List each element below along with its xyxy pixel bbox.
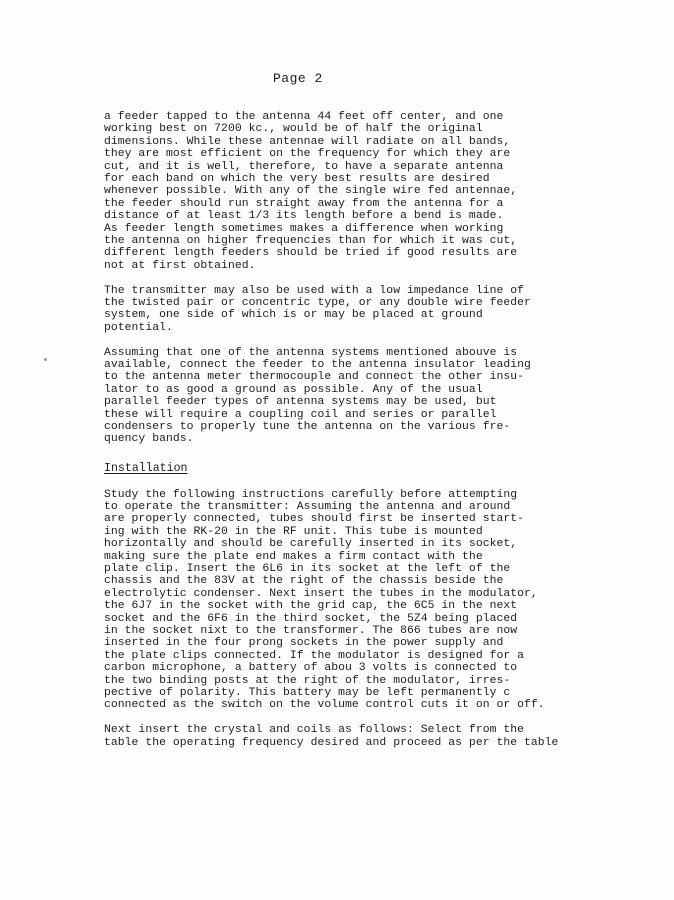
text-line: socket and the 6F6 in the third socket, the 5Z4 being placed xyxy=(104,612,518,625)
text-line: the twisted pair or concentric type, or any double wire feeder xyxy=(104,296,531,309)
text-line: they are most efficient on the frequency for which they are xyxy=(104,148,511,161)
text-line: Study the following instructions carefully before attempting xyxy=(104,488,518,501)
text-line: horizontally and should be carefully inserted in its socket, xyxy=(104,538,518,551)
text-line: chassis and the 83V at the right of the chassis beside the xyxy=(104,575,504,588)
text-line: working best on 7200 kc., would be of half the original xyxy=(104,123,483,136)
text-line: pective of polarity. This battery may be left permanently c xyxy=(104,686,511,699)
text-line: cut, and it is well, therefore, to have a separate antenna xyxy=(104,160,504,173)
body-text xyxy=(104,111,644,761)
paragraph-antenna-feeders xyxy=(104,111,644,272)
text-line: the two binding posts at the right of the modulator, irres- xyxy=(104,674,511,687)
paragraph-tube-installation xyxy=(104,489,644,712)
text-line: in the socket nixt to the transformer. The 866 tubes are now xyxy=(104,624,518,637)
text-line: parallel feeder types of antenna systems may be used, but xyxy=(104,396,497,409)
text-line: the feeder should run straight away from the antenna for a xyxy=(104,197,504,210)
text-line: table the operating frequency desired and proceed as per the table xyxy=(104,736,559,749)
text-line: distance of at least 1/3 its length before a bend is made. xyxy=(104,210,504,223)
text-line: making sure the plate end makes a firm contact with the xyxy=(104,550,483,563)
text-line: the plate clips connected. If the modulator is designed for a xyxy=(104,649,525,662)
text-line: plate clip. Insert the 6L6 in its socket at the left of the xyxy=(104,563,511,576)
text-line: for each band on which the very best results are desired xyxy=(104,172,490,185)
text-line: available, connect the feeder to the antenna insulator leading xyxy=(104,359,531,372)
text-line: not at first obtained. xyxy=(104,259,256,272)
text-line: connected as the switch on the volume control cuts it on or off. xyxy=(104,699,545,712)
text-line: whenever possible. With any of the single wire fed antennae, xyxy=(104,185,518,198)
paragraph-crystal-and-coils xyxy=(104,724,644,749)
text-line: dimensions. While these antennae will radiate on all bands, xyxy=(104,135,511,148)
text-line: to the antenna meter thermocouple and connect the other insu- xyxy=(104,371,525,384)
text-line: ing with the RK-20 in the RF unit. This tube is mounted xyxy=(104,525,483,538)
text-line: The transmitter may also be used with a low impedance line of xyxy=(104,284,525,297)
text-line: system, one side of which is or may be placed at ground xyxy=(104,309,483,322)
text-line: these will require a coupling coil and series or parallel xyxy=(104,408,497,421)
text-line: carbon microphone, a battery of abou 3 volts is connected to xyxy=(104,662,518,675)
text-line: lator to as good a ground as possible. Any of the usual xyxy=(104,383,483,396)
text-line: potential. xyxy=(104,321,173,334)
text-line: a feeder tapped to the antenna 44 feet off center, and one xyxy=(104,111,504,123)
text-line: inserted in the four prong sockets in the power supply and xyxy=(104,637,504,650)
text-line: different length feeders should be tried if good results are xyxy=(104,247,518,260)
paragraph-low-impedance-line xyxy=(104,285,644,335)
text-line: condensers to properly tune the antenna on the various fre- xyxy=(104,420,511,433)
text-line: the antenna on higher frequencies than for which it was cut, xyxy=(104,234,518,247)
section-heading: Installation xyxy=(104,462,188,476)
text-line: As feeder length sometimes makes a difference when working xyxy=(104,222,504,235)
text-line: quency bands. xyxy=(104,433,194,446)
margin-speck xyxy=(44,358,47,361)
text-line: electrolytic condenser. Next insert the tubes in the modulator, xyxy=(104,587,538,600)
paragraph-antenna-connection xyxy=(104,347,644,446)
text-line: the 6J7 in the socket with the grid cap, the 6C5 in the next xyxy=(104,600,518,613)
page-number: Page 2 xyxy=(273,71,323,86)
text-line: are properly connected, tubes should first be inserted start- xyxy=(104,513,525,526)
text-line: to operate the transmitter: Assuming the antenna and around xyxy=(104,501,511,514)
text-line: Next insert the crystal and coils as follows: Select from the xyxy=(104,724,525,737)
text-line: Assuming that one of the antenna systems mentioned abouve is xyxy=(104,346,518,359)
